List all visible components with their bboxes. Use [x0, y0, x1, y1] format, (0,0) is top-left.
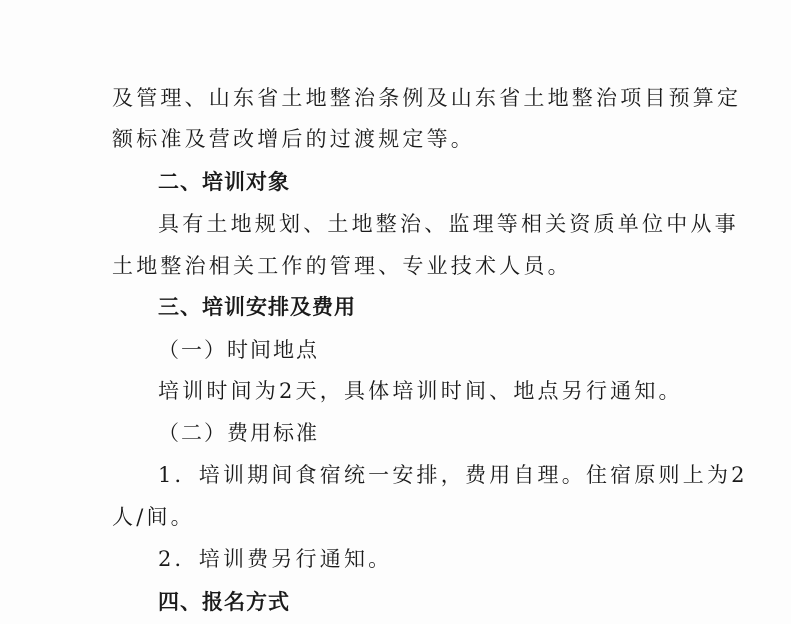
- paragraph-line: 人/间。: [112, 505, 195, 529]
- paragraph-line: 具有土地规划、土地整治、监理等相关资质单位中从事: [158, 212, 739, 236]
- list-item: 1．培训期间食宿统一安排，费用自理。住宿原则上为2: [158, 463, 748, 487]
- section-heading-training-arrangement: 三、培训安排及费用: [158, 295, 356, 319]
- paragraph-line: 及管理、山东省土地整治条例及山东省土地整治项目预算定: [112, 86, 742, 110]
- subsection-heading-time-place: （一）时间地点: [158, 338, 319, 362]
- paragraph-line: 培训时间为2天，具体培训时间、地点另行通知。: [158, 379, 683, 403]
- paragraph-line: 额标准及营改增后的过渡规定等。: [112, 127, 475, 151]
- subsection-heading-fee-standard: （二）费用标准: [158, 421, 319, 445]
- list-item: 2．培训费另行通知。: [158, 547, 393, 571]
- section-heading-training-target: 二、培训对象: [158, 170, 290, 194]
- section-heading-registration: 四、报名方式: [158, 590, 290, 614]
- paragraph-line: 土地整治相关工作的管理、专业技术人员。: [112, 254, 572, 278]
